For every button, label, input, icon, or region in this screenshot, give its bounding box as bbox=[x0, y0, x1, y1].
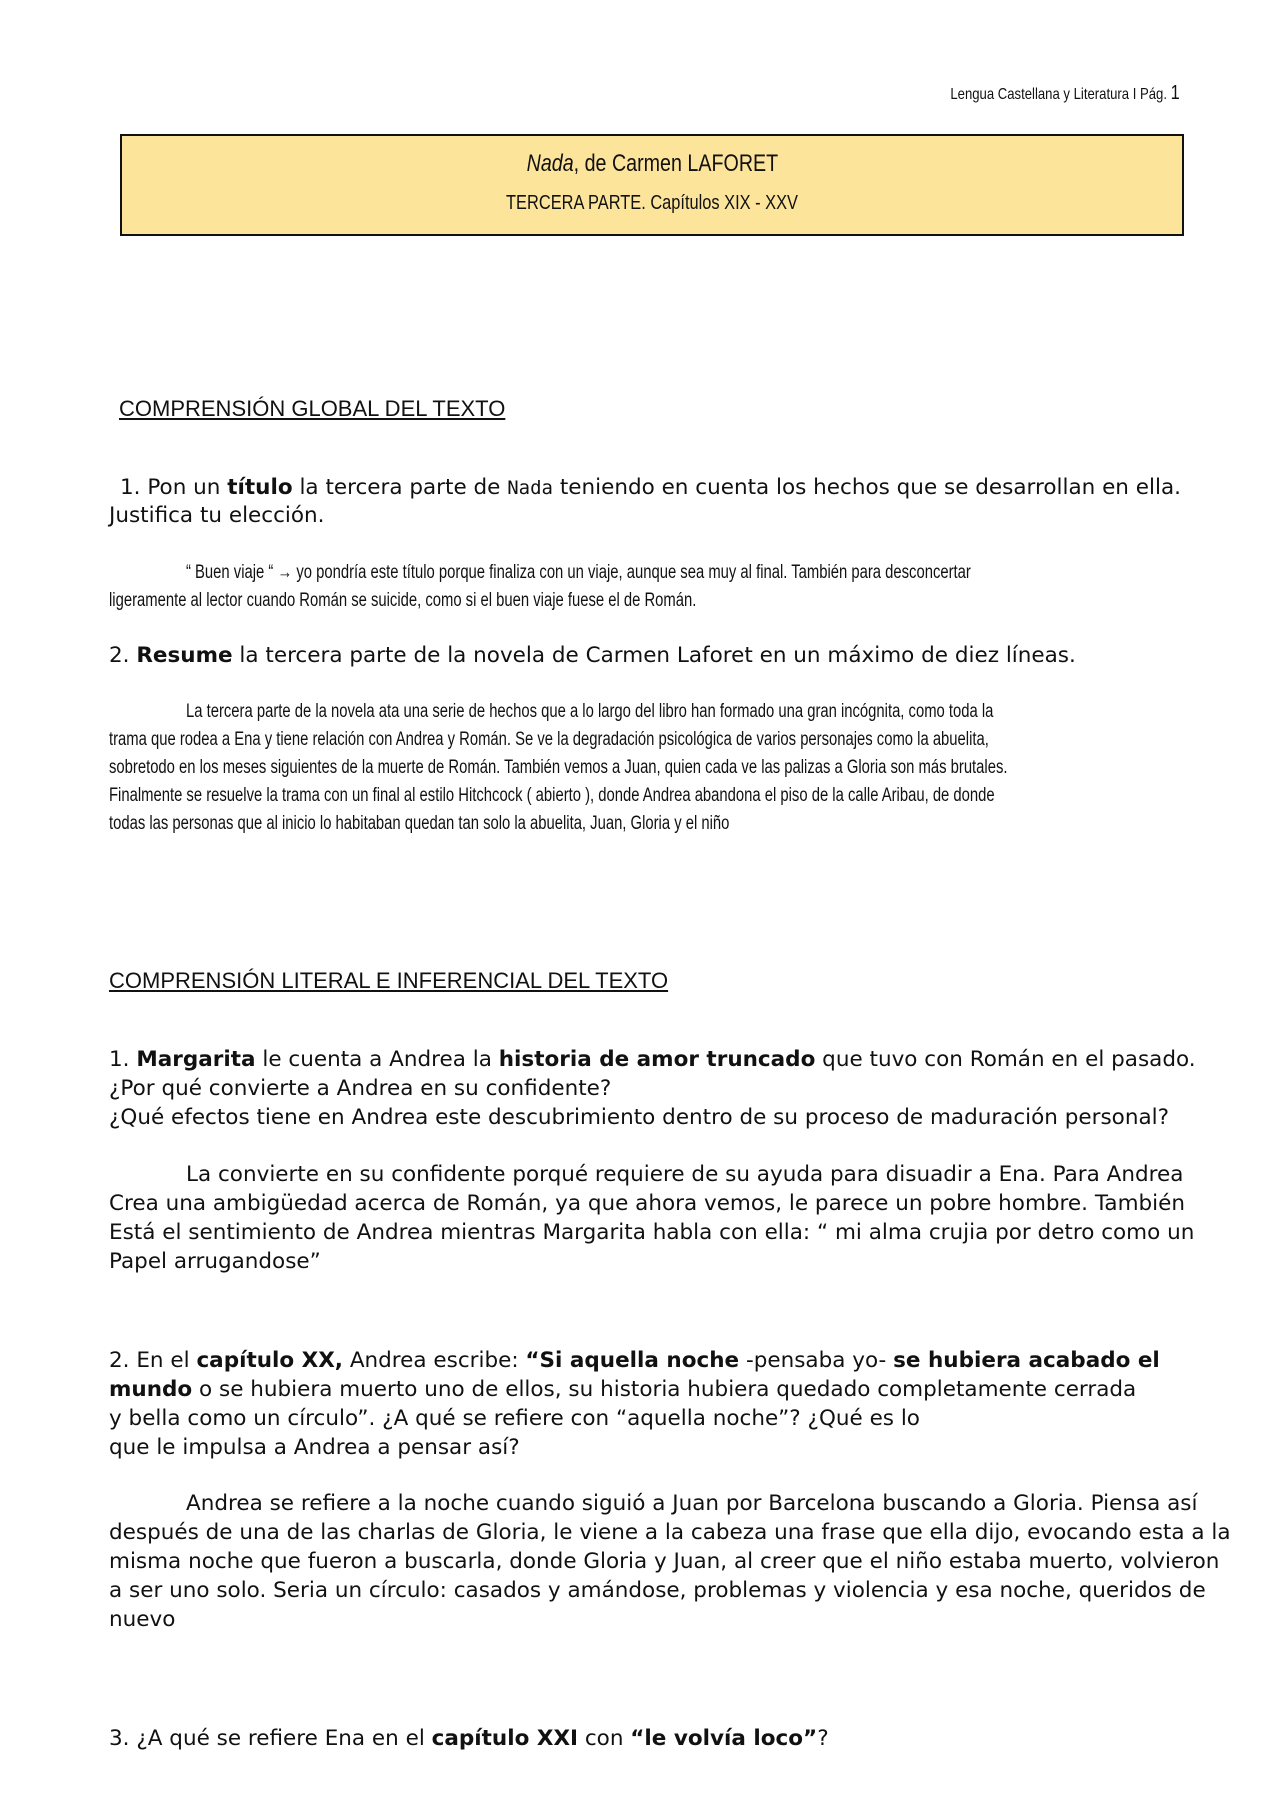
question-2-global: 2. Resume la tercera parte de la novela de Carmen Laforet en un máximo de diez líneas. bbox=[109, 643, 1076, 668]
question-1-global: 1. Pon un título la tercera parte de Nada teniendo en cuenta los hechos que se desarrollan en ella. bbox=[120, 475, 1181, 500]
section-heading-literal: COMPRENSIÓN LITERAL E INFERENCIAL DEL TEXTO bbox=[109, 968, 669, 993]
book-subtitle bbox=[122, 192, 1182, 215]
answer-1-literal-line4: Papel arrugandose” bbox=[109, 1249, 321, 1274]
answer-2-global-line3: sobretodo en los meses siguientes de la muerte de Román. También vemos a Juan, quien cada ve las palizas a Gloria son más brutales. bbox=[109, 757, 1008, 778]
title-box bbox=[120, 134, 1184, 236]
book-title bbox=[122, 150, 1182, 178]
answer-2-global-line5: todas las personas que al inicio lo habitaban quedan tan solo la abuelita, Juan, Gloria y el niño bbox=[109, 813, 730, 834]
answer-2-literal-line4: a ser uno solo. Seria un círculo: casados y amándose, problemas y violencia y esa noche, queridos de bbox=[109, 1578, 1206, 1603]
answer-1-literal-line1: La convierte en su confidente porqué requiere de su ayuda para disuadir a Ena. Para Andrea bbox=[186, 1162, 1184, 1187]
answer-1-literal-line3: Está el sentimiento de Andrea mientras Margarita habla con ella: “ mi alma crujia por detro como un bbox=[109, 1220, 1195, 1245]
answer-2-global-line4: Finalmente se resuelve la trama con un final al estilo Hitchcock ( abierto ), donde Andrea abandona el piso de la calle Aribau, de donde bbox=[109, 785, 995, 806]
answer-1-global-line1: “ Buen viaje “ → yo pondría este título porque finaliza con un viaje, aunque sea muy al final. También para desconcertar bbox=[186, 562, 971, 583]
page-header bbox=[951, 82, 1180, 105]
subtitle-text: TERCERA PARTE. Capítulos XIX - XXV bbox=[506, 192, 798, 214]
question-1-literal-line2: ¿Por qué convierte a Andrea en su confidente? bbox=[109, 1076, 612, 1101]
answer-2-literal-line1: Andrea se refiere a la noche cuando siguió a Juan por Barcelona buscando a Gloria. Piensa así bbox=[186, 1491, 1198, 1516]
question-1-literal-line3: ¿Qué efectos tiene en Andrea este descubrimiento dentro de su proceso de maduración personal? bbox=[109, 1105, 1170, 1130]
answer-2-literal-line3: misma noche que fueron a buscarla, donde Gloria y Juan, al creer que el niño estaba muerto, volvieron bbox=[109, 1549, 1220, 1574]
question-2-literal: 2. En el capítulo XX, Andrea escribe: “Si aquella noche -pensaba yo- se hubiera acabado el bbox=[109, 1348, 1160, 1373]
header-text: Lengua Castellana y Literatura I Pág. bbox=[950, 86, 1168, 103]
answer-1-global-line2: ligeramente al lector cuando Román se suicide, como si el buen viaje fuese el de Román. bbox=[109, 590, 697, 611]
question-2-literal-line3: y bella como un círculo”. ¿A qué se refiere con “aquella noche”? ¿Qué es lo bbox=[109, 1406, 920, 1431]
answer-2-global-line2: trama que rodea a Ena y tiene relación con Andrea y Román. Se ve la degradación psicológica de varios personajes como la abuelita, bbox=[109, 729, 989, 750]
answer-2-literal-line2: después de una de las charlas de Gloria, le viene a la cabeza una frase que ella dijo, evocando esta a la bbox=[109, 1520, 1231, 1545]
page-number: 1 bbox=[1170, 82, 1180, 104]
answer-2-literal-line5: nuevo bbox=[109, 1607, 176, 1632]
author-line: , de Carmen LAFORET bbox=[573, 150, 778, 177]
question-1-literal: 1. Margarita le cuenta a Andrea la historia de amor truncado que tuvo con Román en el pasado. bbox=[109, 1047, 1196, 1072]
question-3-literal: 3. ¿A qué se refiere Ena en el capítulo XXI con “le volvía loco”? bbox=[109, 1726, 829, 1751]
book-name: Nada bbox=[526, 150, 574, 177]
answer-1-literal-line2: Crea una ambigüedad acerca de Román, ya que ahora vemos, le parece un pobre hombre. También bbox=[109, 1191, 1185, 1216]
question-2-literal-line4: que le impulsa a Andrea a pensar así? bbox=[109, 1435, 520, 1460]
section-heading-global: COMPRENSIÓN GLOBAL DEL TEXTO bbox=[119, 396, 506, 421]
answer-2-global-line1: La tercera parte de la novela ata una serie de hechos que a lo largo del libro han formado una gran incógnita, como toda la bbox=[186, 701, 994, 722]
question-1-global-line2: Justifica tu elección. bbox=[109, 503, 325, 528]
question-2-literal-line2: mundo o se hubiera muerto uno de ellos, su historia hubiera quedado completamente cerrada bbox=[109, 1377, 1137, 1402]
